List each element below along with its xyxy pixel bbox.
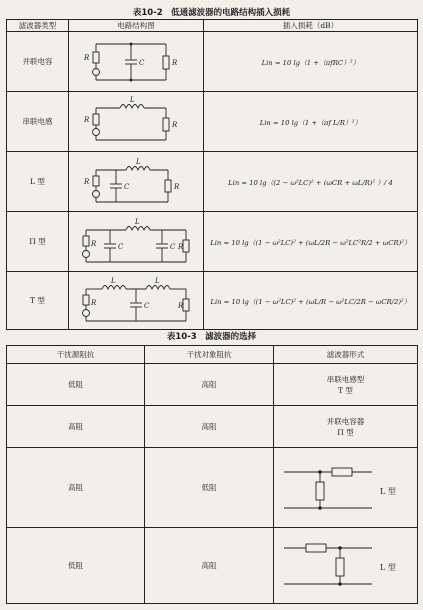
label-r: R [174, 182, 180, 191]
label-r: R [178, 301, 184, 310]
header-loss: 插入损耗（dB） [204, 20, 418, 32]
filter-type: T 型 [7, 272, 69, 330]
label-c: C [124, 182, 130, 191]
circuit-diagram [69, 272, 204, 330]
filter-type: 并联电容 [7, 32, 69, 92]
label-r: R [84, 177, 90, 186]
table-header-row [7, 346, 418, 364]
table-row [7, 92, 418, 152]
table-row [7, 406, 418, 448]
insertion-loss-formula: Lin = 10 lg（1 +（πfRC）²） [204, 32, 418, 92]
table-row [7, 212, 418, 272]
insertion-loss-formula: Lin = 10 lg（(1 − ω²LC)² + (ωL/2R − ω²LC²R/2 + ωCR)²） [204, 212, 418, 272]
circuit-diagram [69, 152, 204, 212]
label-c: C [170, 242, 176, 251]
insertion-loss-formula: Lin = 10 lg（(2 − ω²LC)² + (ωCR + ωL/R)² ）/ 4 [204, 152, 418, 212]
target-impedance: 高阻 [145, 364, 274, 406]
label-r: R [84, 115, 90, 124]
filter-form [274, 448, 418, 528]
header-circuit: 电路结构图 [69, 20, 204, 32]
label-c: C [139, 58, 145, 67]
table-row [7, 528, 418, 604]
table-row [7, 272, 418, 330]
source-impedance: 低阻 [7, 364, 145, 406]
table-row [7, 364, 418, 406]
header-target-impedance: 干扰对象阻抗 [145, 346, 274, 364]
label-r: R [91, 239, 97, 248]
target-impedance: 高阻 [145, 528, 274, 604]
insertion-loss-formula: Lin = 10 lg（1 +（πf L/R）²） [204, 92, 418, 152]
label-r: R [91, 298, 97, 307]
circuit-diagram [69, 32, 204, 92]
filter-type-label: L 型 [379, 486, 396, 496]
table2-caption: 表10-3 滤波器的选择 [166, 332, 257, 342]
label-r: R [172, 120, 178, 129]
source-impedance: 高阻 [7, 448, 145, 528]
label-c: C [144, 301, 150, 310]
label-l: L [155, 276, 160, 285]
table-row [7, 152, 418, 212]
table1-caption: 表10-2 低通滤波器的电路结构插入损耗 [132, 8, 291, 18]
header-filter-type: 滤波器类型 [7, 20, 69, 32]
filter-type: L 型 [7, 152, 69, 212]
target-impedance: 低阻 [145, 448, 274, 528]
label-l: L [136, 157, 141, 166]
label-r: R [84, 53, 90, 62]
label-l: L [135, 217, 140, 226]
header-filter-form: 滤波器形式 [274, 346, 418, 364]
table-row [7, 448, 418, 528]
filter-form: 并联电容器 Π 型 [274, 406, 418, 448]
table-header-row [7, 20, 418, 32]
insertion-loss-formula: Lin = 10 lg（(1 − ω²LC)² + (ωL/R − ω²LC/2R − ωCR/2)²） [204, 272, 418, 330]
filter-selection-table [6, 345, 418, 604]
filter-form: 串联电感型 T 型 [274, 364, 418, 406]
filter-type-label: L 型 [379, 562, 396, 572]
filter-type: Π 型 [7, 212, 69, 272]
label-c: C [118, 242, 124, 251]
label-l: L [111, 276, 116, 285]
header-source-impedance: 干扰源阻抗 [7, 346, 145, 364]
label-l: L [130, 95, 135, 104]
label-r: R [172, 58, 178, 67]
filter-form [274, 528, 418, 604]
circuit-diagram [69, 212, 204, 272]
table-row [7, 32, 418, 92]
source-impedance: 低阻 [7, 528, 145, 604]
source-impedance: 高阻 [7, 406, 145, 448]
circuit-table [6, 19, 418, 330]
label-r: R [178, 242, 184, 251]
target-impedance: 高阻 [145, 406, 274, 448]
circuit-diagram [69, 92, 204, 152]
filter-type: 串联电感 [7, 92, 69, 152]
